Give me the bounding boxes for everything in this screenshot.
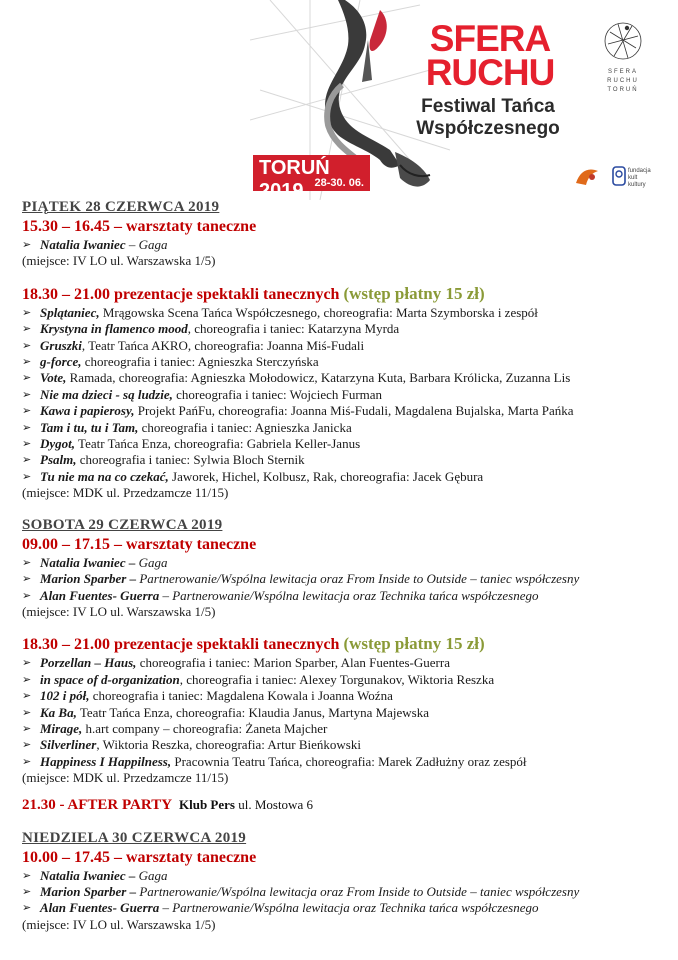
day-heading: NIEDZIELA 30 CZERWCA 2019 xyxy=(22,829,247,846)
workshop-time: 10.00 – 17.45 – warsztaty taneczne xyxy=(22,848,257,866)
fundacja-logo-icon xyxy=(612,166,626,186)
list-item: ➢ Nie ma dzieci - są ludzie, choreografia i taniec: Wojciech Furman xyxy=(22,387,672,403)
list-item: ➢ Tu nie ma na co czekać, Jaworek, Hichel, Kolbusz, Rak, choreografia: Jacek Gębura xyxy=(22,469,672,485)
fundacja-label: fundacja kult kultury xyxy=(628,168,651,188)
festival-program xyxy=(22,198,672,933)
dancer-logo-icon xyxy=(600,18,646,64)
list-item: ➢ Gruszki, Teatr Tańca AKRO, choreografia: Joanna Miś-Fudali xyxy=(22,338,672,354)
list-item: ➢ Mirage, h.art company – choreografia: Żaneta Majcher xyxy=(22,721,672,737)
list-item: ➢ Vote, Ramada, choreografia: Agnieszka Mołodowicz, Katarzyna Kuta, Barbara Królicka, Zuzanna Lis xyxy=(22,370,672,386)
list-item: ➢ g-force, choreografia i taniec: Agnieszka Sterczyńska xyxy=(22,354,672,370)
list-item: ➢ Alan Fuentes- Guerra – Partnerowanie/Wspólna lewitacja oraz Technika tańca współczesnego xyxy=(22,588,672,604)
workshop-time: 15.30 – 16.45 – warsztaty taneczne xyxy=(22,218,257,235)
day-section-friday xyxy=(22,198,672,502)
day-heading: SOBOTA 29 CZERWCA 2019 xyxy=(22,516,223,533)
list-item: ➢ Natalia Iwaniec – Gaga xyxy=(22,868,672,884)
list-item: ➢ Alan Fuentes- Guerra – Partnerowanie/Wspólna lewitacja oraz Technika tańca współczesnego xyxy=(22,900,672,916)
list-item: ➢ 102 i pół, choreografia i taniec: Magdalena Kowala i Joanna Woźna xyxy=(22,688,672,704)
after-party-venue: Klub Pers xyxy=(178,796,235,812)
list-item: ➢ Kawa i papierosy, Projekt PańFu, choreografia: Joanna Miś-Fudali, Magdalena Bujalska, Marta Pańka xyxy=(22,403,672,419)
shows-list xyxy=(22,655,672,770)
list-item: ➢ Ka Ba, Teatr Tańca Enza, choreografia: Klaudia Janus, Martyna Majewska xyxy=(22,705,672,721)
list-item: ➢ Tam i tu, tu i Tam, choreografia i taniec: Agnieszka Janicka xyxy=(22,420,672,436)
venue-note: (miejsce: IV LO ul. Warszawska 1/5) xyxy=(22,253,216,269)
festival-title: SFERA RUCHU xyxy=(425,18,555,93)
day-section-saturday xyxy=(22,516,672,815)
sponsor-logo-icon xyxy=(574,165,600,187)
day-section-sunday xyxy=(22,829,672,934)
workshop-list xyxy=(22,555,672,604)
list-item: ➢ Natalia Iwaniec – Gaga xyxy=(22,555,672,571)
after-party-address: ul. Mostowa 6 xyxy=(234,796,313,812)
badge-city: TORUŃ 2019 xyxy=(259,157,330,202)
list-item: ➢ Psalm, choreografia i taniec: Sylwia Bloch Sternik xyxy=(22,452,672,468)
shows-time: 18.30 – 21.00 prezentacje spektakli tanecznych (wstęp płatny 15 zł) xyxy=(22,283,485,303)
list-item: ➢ Silverliner, Wiktoria Reszka, choreografia: Artur Bieńkowski xyxy=(22,737,672,753)
list-item: ➢ Marion Sparber – Partnerowanie/Wspólna lewitacja oraz From Inside to Outside – taniec współczesny xyxy=(22,884,672,900)
badge-dates: 28-30. 06. xyxy=(314,177,364,189)
fee-note: (wstęp płatny 15 zł) xyxy=(343,634,485,654)
sfera-ruchu-logo: SFERA RUCHU TORUŃ xyxy=(588,18,658,95)
festival-subtitle: Festiwal Tańca Współczesnego xyxy=(416,96,560,139)
list-item: ➢ Splątaniec, Mrągowska Scena Tańca Współczesnego, choreografia: Marta Szymborska i zespół xyxy=(22,305,672,321)
venue-note: (miejsce: IV LO ul. Warszawska 1/5) xyxy=(22,916,216,932)
day-heading: PIĄTEK 28 CZERWCA 2019 xyxy=(22,199,220,215)
venue-note: (miejsce: MDK ul. Przedzamcze 11/15) xyxy=(22,770,229,786)
city-year-badge xyxy=(253,155,370,202)
fee-note: (wstęp płatny 15 zł) xyxy=(343,283,485,303)
after-party-line xyxy=(22,795,672,815)
venue-note: (miejsce: MDK ul. Przedzamcze 11/15) xyxy=(22,485,229,501)
festival-poster-header xyxy=(0,0,678,200)
list-item: ➢ in space of d-organization, choreografia i taniec: Alexey Torgunakov, Wiktoria Reszka xyxy=(22,672,672,688)
list-item: ➢ Porzellan – Haus, choreografia i taniec: Marion Sparber, Alan Fuentes-Guerra xyxy=(22,655,672,671)
list-item: ➢ Marion Sparber – Partnerowanie/Wspólna lewitacja oraz From Inside to Outside – taniec współczesny xyxy=(22,571,672,587)
list-item: ➢ Happiness I Happilness, Pracownia Teatru Tańca, choreografia: Marek Zadłużny oraz zespół xyxy=(22,754,672,770)
workshop-list xyxy=(22,868,672,917)
list-item: ➢ Dygot, Teatr Tańca Enza, choreografia: Gabriela Keller-Janus xyxy=(22,436,672,452)
list-item: ➢ Krystyna in flamenco mood, choreografia i taniec: Katarzyna Myrda xyxy=(22,321,672,337)
shows-time: 18.30 – 21.00 prezentacje spektakli tanecznych (wstęp płatny 15 zł) xyxy=(22,634,485,654)
after-party-title: 21.30 - AFTER PARTY xyxy=(22,796,172,813)
list-item: ➢ Natalia Iwaniec – Gaga xyxy=(22,237,672,253)
venue-note: (miejsce: IV LO ul. Warszawska 1/5) xyxy=(22,603,216,619)
shows-list xyxy=(22,305,672,485)
workshop-time: 09.00 – 17.15 – warsztaty taneczne xyxy=(22,535,257,553)
workshop-list xyxy=(22,237,672,253)
